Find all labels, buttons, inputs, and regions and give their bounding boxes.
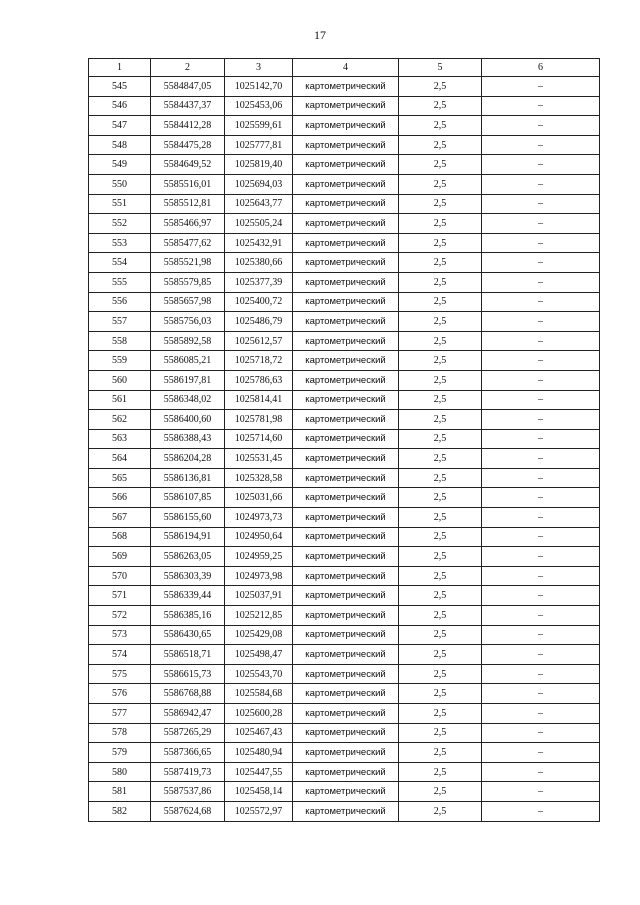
note-cell: – [482, 488, 600, 508]
x-coordinate-cell: 5585657,98 [151, 292, 225, 312]
accuracy-cell: 2,5 [399, 214, 482, 234]
coordinates-table [88, 58, 600, 822]
point-number-cell: 576 [89, 684, 151, 704]
y-coordinate-cell: 1025781,98 [225, 410, 293, 430]
point-number-cell: 560 [89, 370, 151, 390]
y-coordinate-cell: 1025380,66 [225, 253, 293, 273]
point-number-cell: 558 [89, 331, 151, 351]
table-row [89, 801, 600, 821]
x-coordinate-cell: 5585477,62 [151, 233, 225, 253]
accuracy-cell: 2,5 [399, 606, 482, 626]
method-cell: картометрический [293, 625, 399, 645]
page-number: 17 [314, 28, 326, 42]
method-cell: картометрический [293, 468, 399, 488]
column-header-2: 2 [151, 59, 225, 77]
point-number-cell: 582 [89, 801, 151, 821]
y-coordinate-cell: 1025643,77 [225, 194, 293, 214]
note-cell: – [482, 174, 600, 194]
method-cell: картометрический [293, 155, 399, 175]
x-coordinate-cell: 5585512,81 [151, 194, 225, 214]
note-cell: – [482, 645, 600, 665]
x-coordinate-cell: 5585756,03 [151, 312, 225, 332]
table-row [89, 272, 600, 292]
y-coordinate-cell: 1025486,79 [225, 312, 293, 332]
accuracy-cell: 2,5 [399, 174, 482, 194]
x-coordinate-cell: 5586303,39 [151, 566, 225, 586]
x-coordinate-cell: 5586155,60 [151, 508, 225, 528]
point-number-cell: 573 [89, 625, 151, 645]
table-row [89, 527, 600, 547]
x-coordinate-cell: 5586263,05 [151, 547, 225, 567]
method-cell: картометрический [293, 253, 399, 273]
table-row [89, 96, 600, 116]
note-cell: – [482, 801, 600, 821]
method-cell: картометрический [293, 566, 399, 586]
point-number-cell: 553 [89, 233, 151, 253]
method-cell: картометрический [293, 429, 399, 449]
point-number-cell: 549 [89, 155, 151, 175]
accuracy-cell: 2,5 [399, 527, 482, 547]
accuracy-cell: 2,5 [399, 390, 482, 410]
note-cell: – [482, 723, 600, 743]
method-cell: картометрический [293, 194, 399, 214]
method-cell: картометрический [293, 762, 399, 782]
note-cell: – [482, 390, 600, 410]
point-number-cell: 565 [89, 468, 151, 488]
point-number-cell: 572 [89, 606, 151, 626]
x-coordinate-cell: 5586400,60 [151, 410, 225, 430]
x-coordinate-cell: 5586348,02 [151, 390, 225, 410]
x-coordinate-cell: 5586136,81 [151, 468, 225, 488]
table-row [89, 743, 600, 763]
y-coordinate-cell: 1025543,70 [225, 664, 293, 684]
accuracy-cell: 2,5 [399, 312, 482, 332]
x-coordinate-cell: 5586194,91 [151, 527, 225, 547]
point-number-cell: 559 [89, 351, 151, 371]
accuracy-cell: 2,5 [399, 429, 482, 449]
accuracy-cell: 2,5 [399, 194, 482, 214]
x-coordinate-cell: 5586385,16 [151, 606, 225, 626]
column-header-3: 3 [225, 59, 293, 77]
point-number-cell: 554 [89, 253, 151, 273]
accuracy-cell: 2,5 [399, 253, 482, 273]
note-cell: – [482, 155, 600, 175]
method-cell: картометрический [293, 272, 399, 292]
note-cell: – [482, 135, 600, 155]
x-coordinate-cell: 5585521,98 [151, 253, 225, 273]
y-coordinate-cell: 1025786,63 [225, 370, 293, 390]
note-cell: – [482, 96, 600, 116]
point-number-cell: 574 [89, 645, 151, 665]
x-coordinate-cell: 5585579,85 [151, 272, 225, 292]
x-coordinate-cell: 5586339,44 [151, 586, 225, 606]
method-cell: картометрический [293, 96, 399, 116]
y-coordinate-cell: 1025572,97 [225, 801, 293, 821]
method-cell: картометрический [293, 116, 399, 136]
note-cell: – [482, 116, 600, 136]
table-row [89, 704, 600, 724]
point-number-cell: 568 [89, 527, 151, 547]
note-cell: – [482, 449, 600, 469]
method-cell: картометрический [293, 292, 399, 312]
table-row [89, 253, 600, 273]
accuracy-cell: 2,5 [399, 96, 482, 116]
x-coordinate-cell: 5585516,01 [151, 174, 225, 194]
x-coordinate-cell: 5586942,47 [151, 704, 225, 724]
point-number-cell: 556 [89, 292, 151, 312]
note-cell: – [482, 312, 600, 332]
accuracy-cell: 2,5 [399, 116, 482, 136]
accuracy-cell: 2,5 [399, 468, 482, 488]
point-number-cell: 575 [89, 664, 151, 684]
y-coordinate-cell: 1025328,58 [225, 468, 293, 488]
method-cell: картометрический [293, 684, 399, 704]
table-row [89, 723, 600, 743]
note-cell: – [482, 743, 600, 763]
table-row [89, 586, 600, 606]
table-row [89, 312, 600, 332]
point-number-cell: 570 [89, 566, 151, 586]
table-row [89, 214, 600, 234]
x-coordinate-cell: 5586518,71 [151, 645, 225, 665]
table-row [89, 566, 600, 586]
table-row [89, 331, 600, 351]
accuracy-cell: 2,5 [399, 370, 482, 390]
accuracy-cell: 2,5 [399, 488, 482, 508]
y-coordinate-cell: 1024973,98 [225, 566, 293, 586]
y-coordinate-cell: 1025819,40 [225, 155, 293, 175]
note-cell: – [482, 233, 600, 253]
accuracy-cell: 2,5 [399, 547, 482, 567]
note-cell: – [482, 625, 600, 645]
accuracy-cell: 2,5 [399, 704, 482, 724]
point-number-cell: 571 [89, 586, 151, 606]
table-row [89, 351, 600, 371]
y-coordinate-cell: 1025467,43 [225, 723, 293, 743]
x-coordinate-cell: 5587419,73 [151, 762, 225, 782]
table-row [89, 233, 600, 253]
point-number-cell: 564 [89, 449, 151, 469]
table-row [89, 116, 600, 136]
point-number-cell: 546 [89, 96, 151, 116]
table-row [89, 625, 600, 645]
method-cell: картометрический [293, 488, 399, 508]
table-row [89, 508, 600, 528]
y-coordinate-cell: 1025453,06 [225, 96, 293, 116]
accuracy-cell: 2,5 [399, 723, 482, 743]
y-coordinate-cell: 1025480,94 [225, 743, 293, 763]
note-cell: – [482, 468, 600, 488]
table-row [89, 606, 600, 626]
point-number-cell: 552 [89, 214, 151, 234]
point-number-cell: 563 [89, 429, 151, 449]
accuracy-cell: 2,5 [399, 508, 482, 528]
table-row [89, 468, 600, 488]
table-row [89, 370, 600, 390]
method-cell: картометрический [293, 135, 399, 155]
table-row [89, 488, 600, 508]
x-coordinate-cell: 5586197,81 [151, 370, 225, 390]
x-coordinate-cell: 5584437,37 [151, 96, 225, 116]
note-cell: – [482, 762, 600, 782]
y-coordinate-cell: 1025037,91 [225, 586, 293, 606]
y-coordinate-cell: 1025694,03 [225, 174, 293, 194]
method-cell: картометрический [293, 312, 399, 332]
table-row [89, 194, 600, 214]
y-coordinate-cell: 1025447,55 [225, 762, 293, 782]
y-coordinate-cell: 1025814,41 [225, 390, 293, 410]
accuracy-cell: 2,5 [399, 586, 482, 606]
accuracy-cell: 2,5 [399, 743, 482, 763]
y-coordinate-cell: 1025612,57 [225, 331, 293, 351]
accuracy-cell: 2,5 [399, 233, 482, 253]
y-coordinate-cell: 1025531,45 [225, 449, 293, 469]
point-number-cell: 566 [89, 488, 151, 508]
x-coordinate-cell: 5586388,43 [151, 429, 225, 449]
point-number-cell: 548 [89, 135, 151, 155]
note-cell: – [482, 527, 600, 547]
note-cell: – [482, 606, 600, 626]
x-coordinate-cell: 5584649,52 [151, 155, 225, 175]
point-number-cell: 561 [89, 390, 151, 410]
table-header [89, 59, 600, 77]
point-number-cell: 545 [89, 77, 151, 97]
note-cell: – [482, 508, 600, 528]
note-cell: – [482, 292, 600, 312]
accuracy-cell: 2,5 [399, 292, 482, 312]
y-coordinate-cell: 1025584,68 [225, 684, 293, 704]
method-cell: картометрический [293, 390, 399, 410]
y-coordinate-cell: 1025400,72 [225, 292, 293, 312]
accuracy-cell: 2,5 [399, 155, 482, 175]
table-row [89, 449, 600, 469]
accuracy-cell: 2,5 [399, 351, 482, 371]
method-cell: картометрический [293, 801, 399, 821]
note-cell: – [482, 410, 600, 430]
x-coordinate-cell: 5587265,29 [151, 723, 225, 743]
y-coordinate-cell: 1025212,85 [225, 606, 293, 626]
table-row [89, 664, 600, 684]
method-cell: картометрический [293, 331, 399, 351]
column-header-6: 6 [482, 59, 600, 77]
y-coordinate-cell: 1025031,66 [225, 488, 293, 508]
note-cell: – [482, 331, 600, 351]
method-cell: картометрический [293, 214, 399, 234]
accuracy-cell: 2,5 [399, 801, 482, 821]
y-coordinate-cell: 1025600,28 [225, 704, 293, 724]
point-number-cell: 579 [89, 743, 151, 763]
method-cell: картометрический [293, 527, 399, 547]
accuracy-cell: 2,5 [399, 782, 482, 802]
table-row [89, 684, 600, 704]
point-number-cell: 567 [89, 508, 151, 528]
method-cell: картометрический [293, 723, 399, 743]
table-row [89, 292, 600, 312]
method-cell: картометрический [293, 586, 399, 606]
note-cell: – [482, 77, 600, 97]
accuracy-cell: 2,5 [399, 664, 482, 684]
table-row [89, 155, 600, 175]
method-cell: картометрический [293, 645, 399, 665]
table-body [89, 77, 600, 822]
y-coordinate-cell: 1025142,70 [225, 77, 293, 97]
accuracy-cell: 2,5 [399, 135, 482, 155]
method-cell: картометрический [293, 547, 399, 567]
note-cell: – [482, 429, 600, 449]
accuracy-cell: 2,5 [399, 449, 482, 469]
point-number-cell: 569 [89, 547, 151, 567]
accuracy-cell: 2,5 [399, 762, 482, 782]
table-row [89, 174, 600, 194]
method-cell: картометрический [293, 704, 399, 724]
y-coordinate-cell: 1025718,72 [225, 351, 293, 371]
point-number-cell: 562 [89, 410, 151, 430]
x-coordinate-cell: 5586107,85 [151, 488, 225, 508]
table-row [89, 410, 600, 430]
accuracy-cell: 2,5 [399, 331, 482, 351]
table-row [89, 645, 600, 665]
x-coordinate-cell: 5587537,86 [151, 782, 225, 802]
accuracy-cell: 2,5 [399, 645, 482, 665]
x-coordinate-cell: 5584475,28 [151, 135, 225, 155]
point-number-cell: 555 [89, 272, 151, 292]
note-cell: – [482, 547, 600, 567]
method-cell: картометрический [293, 410, 399, 430]
accuracy-cell: 2,5 [399, 566, 482, 586]
x-coordinate-cell: 5587366,65 [151, 743, 225, 763]
note-cell: – [482, 194, 600, 214]
method-cell: картометрический [293, 508, 399, 528]
table-row [89, 77, 600, 97]
table-row [89, 547, 600, 567]
x-coordinate-cell: 5586768,88 [151, 684, 225, 704]
y-coordinate-cell: 1024973,73 [225, 508, 293, 528]
x-coordinate-cell: 5585466,97 [151, 214, 225, 234]
table-row [89, 135, 600, 155]
column-header-4: 4 [293, 59, 399, 77]
accuracy-cell: 2,5 [399, 77, 482, 97]
table-row [89, 429, 600, 449]
point-number-cell: 580 [89, 762, 151, 782]
table-row [89, 782, 600, 802]
method-cell: картометрический [293, 351, 399, 371]
point-number-cell: 577 [89, 704, 151, 724]
note-cell: – [482, 253, 600, 273]
column-header-1: 1 [89, 59, 151, 77]
table-row [89, 762, 600, 782]
accuracy-cell: 2,5 [399, 272, 482, 292]
accuracy-cell: 2,5 [399, 625, 482, 645]
y-coordinate-cell: 1025714,60 [225, 429, 293, 449]
point-number-cell: 578 [89, 723, 151, 743]
note-cell: – [482, 214, 600, 234]
note-cell: – [482, 704, 600, 724]
method-cell: картометрический [293, 743, 399, 763]
method-cell: картометрический [293, 664, 399, 684]
y-coordinate-cell: 1025377,39 [225, 272, 293, 292]
point-number-cell: 581 [89, 782, 151, 802]
y-coordinate-cell: 1025429,08 [225, 625, 293, 645]
column-header-5: 5 [399, 59, 482, 77]
note-cell: – [482, 664, 600, 684]
y-coordinate-cell: 1025777,81 [225, 135, 293, 155]
x-coordinate-cell: 5587624,68 [151, 801, 225, 821]
method-cell: картометрический [293, 233, 399, 253]
method-cell: картометрический [293, 370, 399, 390]
note-cell: – [482, 684, 600, 704]
method-cell: картометрический [293, 606, 399, 626]
y-coordinate-cell: 1024959,25 [225, 547, 293, 567]
method-cell: картометрический [293, 449, 399, 469]
y-coordinate-cell: 1025432,91 [225, 233, 293, 253]
accuracy-cell: 2,5 [399, 684, 482, 704]
point-number-cell: 551 [89, 194, 151, 214]
note-cell: – [482, 272, 600, 292]
x-coordinate-cell: 5585892,58 [151, 331, 225, 351]
point-number-cell: 550 [89, 174, 151, 194]
x-coordinate-cell: 5584412,28 [151, 116, 225, 136]
header-row [89, 59, 600, 77]
note-cell: – [482, 782, 600, 802]
accuracy-cell: 2,5 [399, 410, 482, 430]
note-cell: – [482, 370, 600, 390]
point-number-cell: 547 [89, 116, 151, 136]
x-coordinate-cell: 5586430,65 [151, 625, 225, 645]
y-coordinate-cell: 1025498,47 [225, 645, 293, 665]
y-coordinate-cell: 1025458,14 [225, 782, 293, 802]
method-cell: картометрический [293, 782, 399, 802]
y-coordinate-cell: 1025505,24 [225, 214, 293, 234]
x-coordinate-cell: 5586615,73 [151, 664, 225, 684]
x-coordinate-cell: 5586204,28 [151, 449, 225, 469]
y-coordinate-cell: 1025599,61 [225, 116, 293, 136]
x-coordinate-cell: 5584847,05 [151, 77, 225, 97]
y-coordinate-cell: 1024950,64 [225, 527, 293, 547]
note-cell: – [482, 351, 600, 371]
method-cell: картометрический [293, 174, 399, 194]
note-cell: – [482, 586, 600, 606]
method-cell: картометрический [293, 77, 399, 97]
x-coordinate-cell: 5586085,21 [151, 351, 225, 371]
point-number-cell: 557 [89, 312, 151, 332]
note-cell: – [482, 566, 600, 586]
table-row [89, 390, 600, 410]
